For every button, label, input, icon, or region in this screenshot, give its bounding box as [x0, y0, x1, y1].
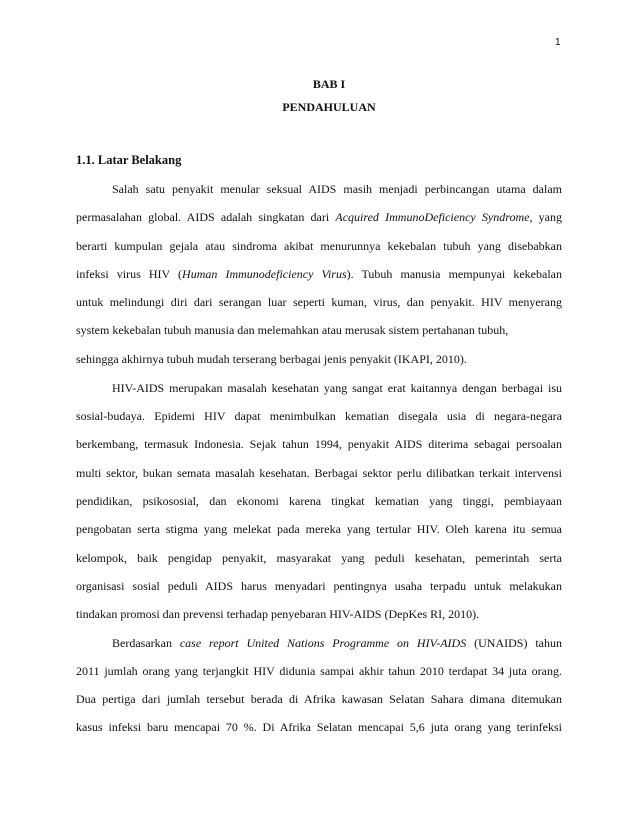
text-segment: Salah satu penyakit menular seksual AIDS masih menjadi perbincangan utama dalam [112, 182, 562, 196]
text-line [76, 267, 562, 281]
text-line [76, 551, 562, 565]
text-line [76, 720, 562, 734]
text-segment: , yang [529, 210, 562, 224]
text-segment: kelompok, baik pengidap penyakit, masyarakat yang peduli kesehatan, pemerintah serta [76, 551, 562, 565]
page-number: 1 [555, 37, 561, 48]
text-line [76, 494, 562, 508]
text-line [76, 323, 562, 337]
text-line [76, 607, 562, 621]
italic-term: Human Immunodeficiency Virus [182, 267, 347, 281]
text-segment: sosial-budaya. Epidemi HIV dapat menimbulkan kematian disegala usia di negara-negara [76, 409, 562, 423]
section-heading: 1.1. Latar Belakang [76, 153, 182, 167]
italic-term: case report United Nations Programme on HIV-AIDS [179, 636, 467, 650]
text-segment: untuk melindungi diri dari serangan luar seperti kuman, virus, dan penyakit. HIV menyerang [76, 295, 562, 309]
text-line [76, 466, 562, 480]
text-line [76, 409, 562, 423]
text-segment: tindakan promosi dan prevensi terhadap penyebaran HIV-AIDS (DepKes RI, 2010). [76, 607, 480, 621]
text-line [112, 381, 562, 395]
text-line [76, 692, 562, 706]
text-segment: HIV-AIDS merupakan masalah kesehatan yang sangat erat kaitannya dengan berbagai isu [112, 381, 562, 395]
text-line [112, 182, 562, 196]
text-segment: organisasi sosial peduli AIDS harus menyadari pentingnya usaha terpadu untuk melakukan [76, 579, 562, 593]
text-line [76, 210, 562, 224]
text-line [76, 239, 562, 253]
text-segment: Dua pertiga dari jumlah tersebut berada di Afrika kawasan Selatan Sahara dimana ditemukan [76, 692, 562, 706]
italic-term: Acquired ImmunoDeficiency Syndrome [335, 210, 530, 224]
text-line [76, 295, 562, 309]
text-segment: multi sektor, bukan semata masalah kesehatan. Berbagai sektor perlu dilibatkan terkait intervensi [76, 466, 562, 480]
text-segment: pengobatan serta stigma yang melekat pada mereka yang tertular HIV. Oleh karena itu semua [76, 522, 562, 536]
text-line [112, 636, 562, 650]
text-segment: system kekebalan tubuh manusia dan melemahkan atau merusak sistem pertahanan tubuh, [76, 323, 509, 337]
text-line [76, 437, 562, 451]
text-segment: berkembang, termasuk Indonesia. Sejak tahun 1994, penyakit AIDS diterima sebagai persoalan [76, 437, 562, 451]
text-segment: Berdasarkan [112, 636, 180, 650]
text-segment: infeksi virus HIV ( [76, 267, 183, 281]
text-segment: permasalahan global. AIDS adalah singkatan dari [76, 210, 336, 224]
text-segment: sehingga akhirnya tubuh mudah terserang berbagai jenis penyakit (IKAPI, 2010). [76, 352, 467, 366]
text-segment: ). Tubuh manusia mempunyai kekebalan [346, 267, 562, 281]
text-line [76, 579, 562, 593]
text-segment: 2011 jumlah orang yang terjangkit HIV didunia sampai akhir tahun 2010 terdapat 34 juta orang. [76, 664, 562, 678]
text-segment: (UNAIDS) tahun [466, 636, 562, 650]
text-segment: pendidikan, psikososial, dan ekonomi karena tingkat kematian yang tinggi, pembiayaan [76, 494, 562, 508]
text-line [76, 664, 562, 678]
chapter-label: BAB I [312, 77, 346, 91]
text-line [76, 352, 562, 366]
chapter-title: PENDAHULUAN [282, 100, 376, 114]
text-line [76, 522, 562, 536]
text-segment: berarti kumpulan gejala atau sindroma akibat menurunnya kekebalan tubuh yang disebabkan [76, 239, 562, 253]
text-segment: kasus infeksi baru mencapai 70 %. Di Afrika Selatan mencapai 5,6 juta orang yang terinfeksi [76, 720, 562, 734]
